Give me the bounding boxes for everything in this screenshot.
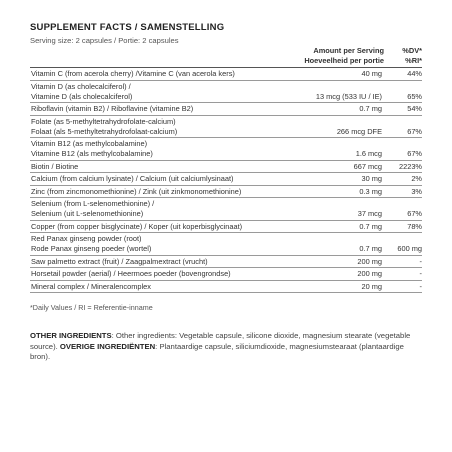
nutrient-dv: 67% <box>384 115 422 138</box>
nutrient-dv: 44% <box>384 68 422 81</box>
dv-header: %DV* <box>402 46 422 55</box>
ri-header: %RI* <box>384 56 422 68</box>
nutrient-amount: 20 mg <box>274 280 384 293</box>
other-ingredients-heading: OTHER INGREDIENTS <box>30 331 112 340</box>
nutrient-name <box>30 233 274 256</box>
table-row <box>30 115 422 138</box>
table-row <box>30 198 422 221</box>
nutrient-name-line: Zinc (from zincmonomethionine) / Zink (uit zinkmonomethionine) <box>31 186 242 196</box>
other-ingredients-text: : Other ingredients: Vegetable capsule, silicone dioxide, magnesium stearate (vegetable source). <box>30 331 411 351</box>
nutrient-name-line: Saw palmetto extract (fruit) / Zaagpalmextract (vrucht) <box>31 256 208 266</box>
table-row <box>30 268 422 281</box>
table-header-row-2 <box>30 56 422 68</box>
overige-ingredienten-heading: OVERIGE INGREDIËNTEN <box>59 341 156 351</box>
nutrient-dv: 2% <box>384 173 422 186</box>
nutrient-dv: 600 mg <box>384 233 422 256</box>
table-row <box>30 185 422 198</box>
nutrient-amount: 1.6 mcg <box>274 138 384 161</box>
table-row <box>30 220 422 233</box>
nutrient-name <box>30 280 274 293</box>
footnote: *Daily Values / RI = Referentie-inname <box>30 303 153 312</box>
nutrient-amount: 200 mg <box>274 255 384 268</box>
nutrient-name-line: Folaat (als 5-methyltetrahydrofolaat-calcium) <box>31 126 178 136</box>
nutrient-name <box>30 80 274 103</box>
nutrient-amount: 266 mcg DFE <box>274 115 384 138</box>
table-row <box>30 233 422 256</box>
nutrient-name <box>30 138 274 161</box>
nutrient-name-line: Copper (from copper bisglycinate) / Koper (uit koperbisglycinaat) <box>31 221 243 231</box>
nutrient-dv: 65% <box>384 80 422 103</box>
nutrient-dv: 67% <box>384 198 422 221</box>
nutrient-name-line: Vitamin D (as cholecalciferol) / <box>31 81 131 91</box>
nutrient-name <box>30 103 274 116</box>
nutrient-name-line: Selenium (from L-selenomethionine) / <box>31 199 155 208</box>
nutrient-amount: 37 mcg <box>274 198 384 221</box>
nutrient-amount: 40 mg <box>274 68 384 81</box>
overige-ingredienten-text: : Plantaardige capsule, siliciumdioxide, magnesiumstearaat (plantaardige bron). <box>30 341 404 361</box>
nutrient-name <box>30 185 274 198</box>
nutrient-amount: 0.3 mg <box>274 185 384 198</box>
nutrient-name <box>30 220 274 233</box>
amount-header: Amount per Serving <box>313 46 384 55</box>
table-row <box>30 173 422 186</box>
nutrient-name-line: Riboflavin (vitamin B2) / Riboflavine (vitamine B2) <box>31 104 194 113</box>
nutrient-dv: - <box>384 268 422 281</box>
nutrient-amount: 0.7 mg <box>274 103 384 116</box>
supplement-facts-panel <box>30 22 422 363</box>
amount-header-nl: Hoeveelheid per portie <box>274 56 384 68</box>
nutrient-amount: 0.7 mg <box>274 220 384 233</box>
panel-title: SUPPLEMENT FACTS / SAMENSTELLING <box>30 22 225 33</box>
nutrient-name-line: Vitamine B12 (als methylcobalamine) <box>31 149 153 158</box>
table-row <box>30 80 422 103</box>
nutrient-name-line: Biotin / Biotine <box>31 161 79 171</box>
table-row <box>30 280 422 293</box>
table-header-row <box>30 46 422 56</box>
nutrient-dv: 78% <box>384 220 422 233</box>
other-ingredients <box>30 331 422 363</box>
nutrient-dv: 3% <box>384 185 422 198</box>
nutrient-name-line: Mineral complex / Mineralencomplex <box>31 281 151 291</box>
table-row <box>30 160 422 173</box>
nutrient-name-line: Horsetail powder (aerial) / Heermoes poeder (bovengrondse) <box>31 269 231 278</box>
table-row <box>30 103 422 116</box>
nutrient-table <box>30 46 422 293</box>
nutrient-name-line: Vitamine D (als cholecalciferol) <box>31 91 133 101</box>
nutrient-name-line: Calcium (from calcium lysinate) / Calcium (uit calciumlysinaat) <box>31 174 234 183</box>
nutrient-amount: 30 mg <box>274 173 384 186</box>
nutrient-amount: 200 mg <box>274 268 384 281</box>
nutrient-amount: 13 mcg (533 IU / IE) <box>274 80 384 103</box>
nutrient-name <box>30 173 274 186</box>
nutrient-amount: 0.7 mg <box>274 233 384 256</box>
nutrient-name <box>30 160 274 173</box>
nutrient-name-line: Folate (as 5-methyltetrahydrofolate-calcium) <box>31 116 176 126</box>
nutrient-rows <box>30 68 422 293</box>
table-row <box>30 68 422 81</box>
nutrient-name-line: Vitamin B12 (as methylcobalamine) <box>31 139 148 148</box>
nutrient-dv: - <box>384 255 422 268</box>
nutrient-dv: 54% <box>384 103 422 116</box>
table-row <box>30 255 422 268</box>
nutrient-dv: 2223% <box>384 160 422 173</box>
nutrient-name-line: Rode Panax ginseng poeder (wortel) <box>31 244 152 253</box>
nutrient-name-line: Vitamin C (from acerola cherry) /Vitamine C (van acerola kers) <box>31 69 235 78</box>
nutrient-amount: 667 mcg <box>274 160 384 173</box>
nutrient-dv: - <box>384 280 422 293</box>
nutrient-dv: 67% <box>384 138 422 161</box>
nutrient-name-line: Selenium (uit L-selenomethionine) <box>31 209 144 218</box>
nutrient-name <box>30 68 274 81</box>
nutrient-name <box>30 198 274 221</box>
table-row <box>30 138 422 161</box>
nutrient-name <box>30 115 274 138</box>
nutrient-name <box>30 255 274 268</box>
nutrient-name-line: Red Panax ginseng powder (root) <box>31 234 142 243</box>
serving-size: Serving size: 2 capsules / Portie: 2 capsules <box>30 36 179 45</box>
nutrient-name <box>30 268 274 281</box>
